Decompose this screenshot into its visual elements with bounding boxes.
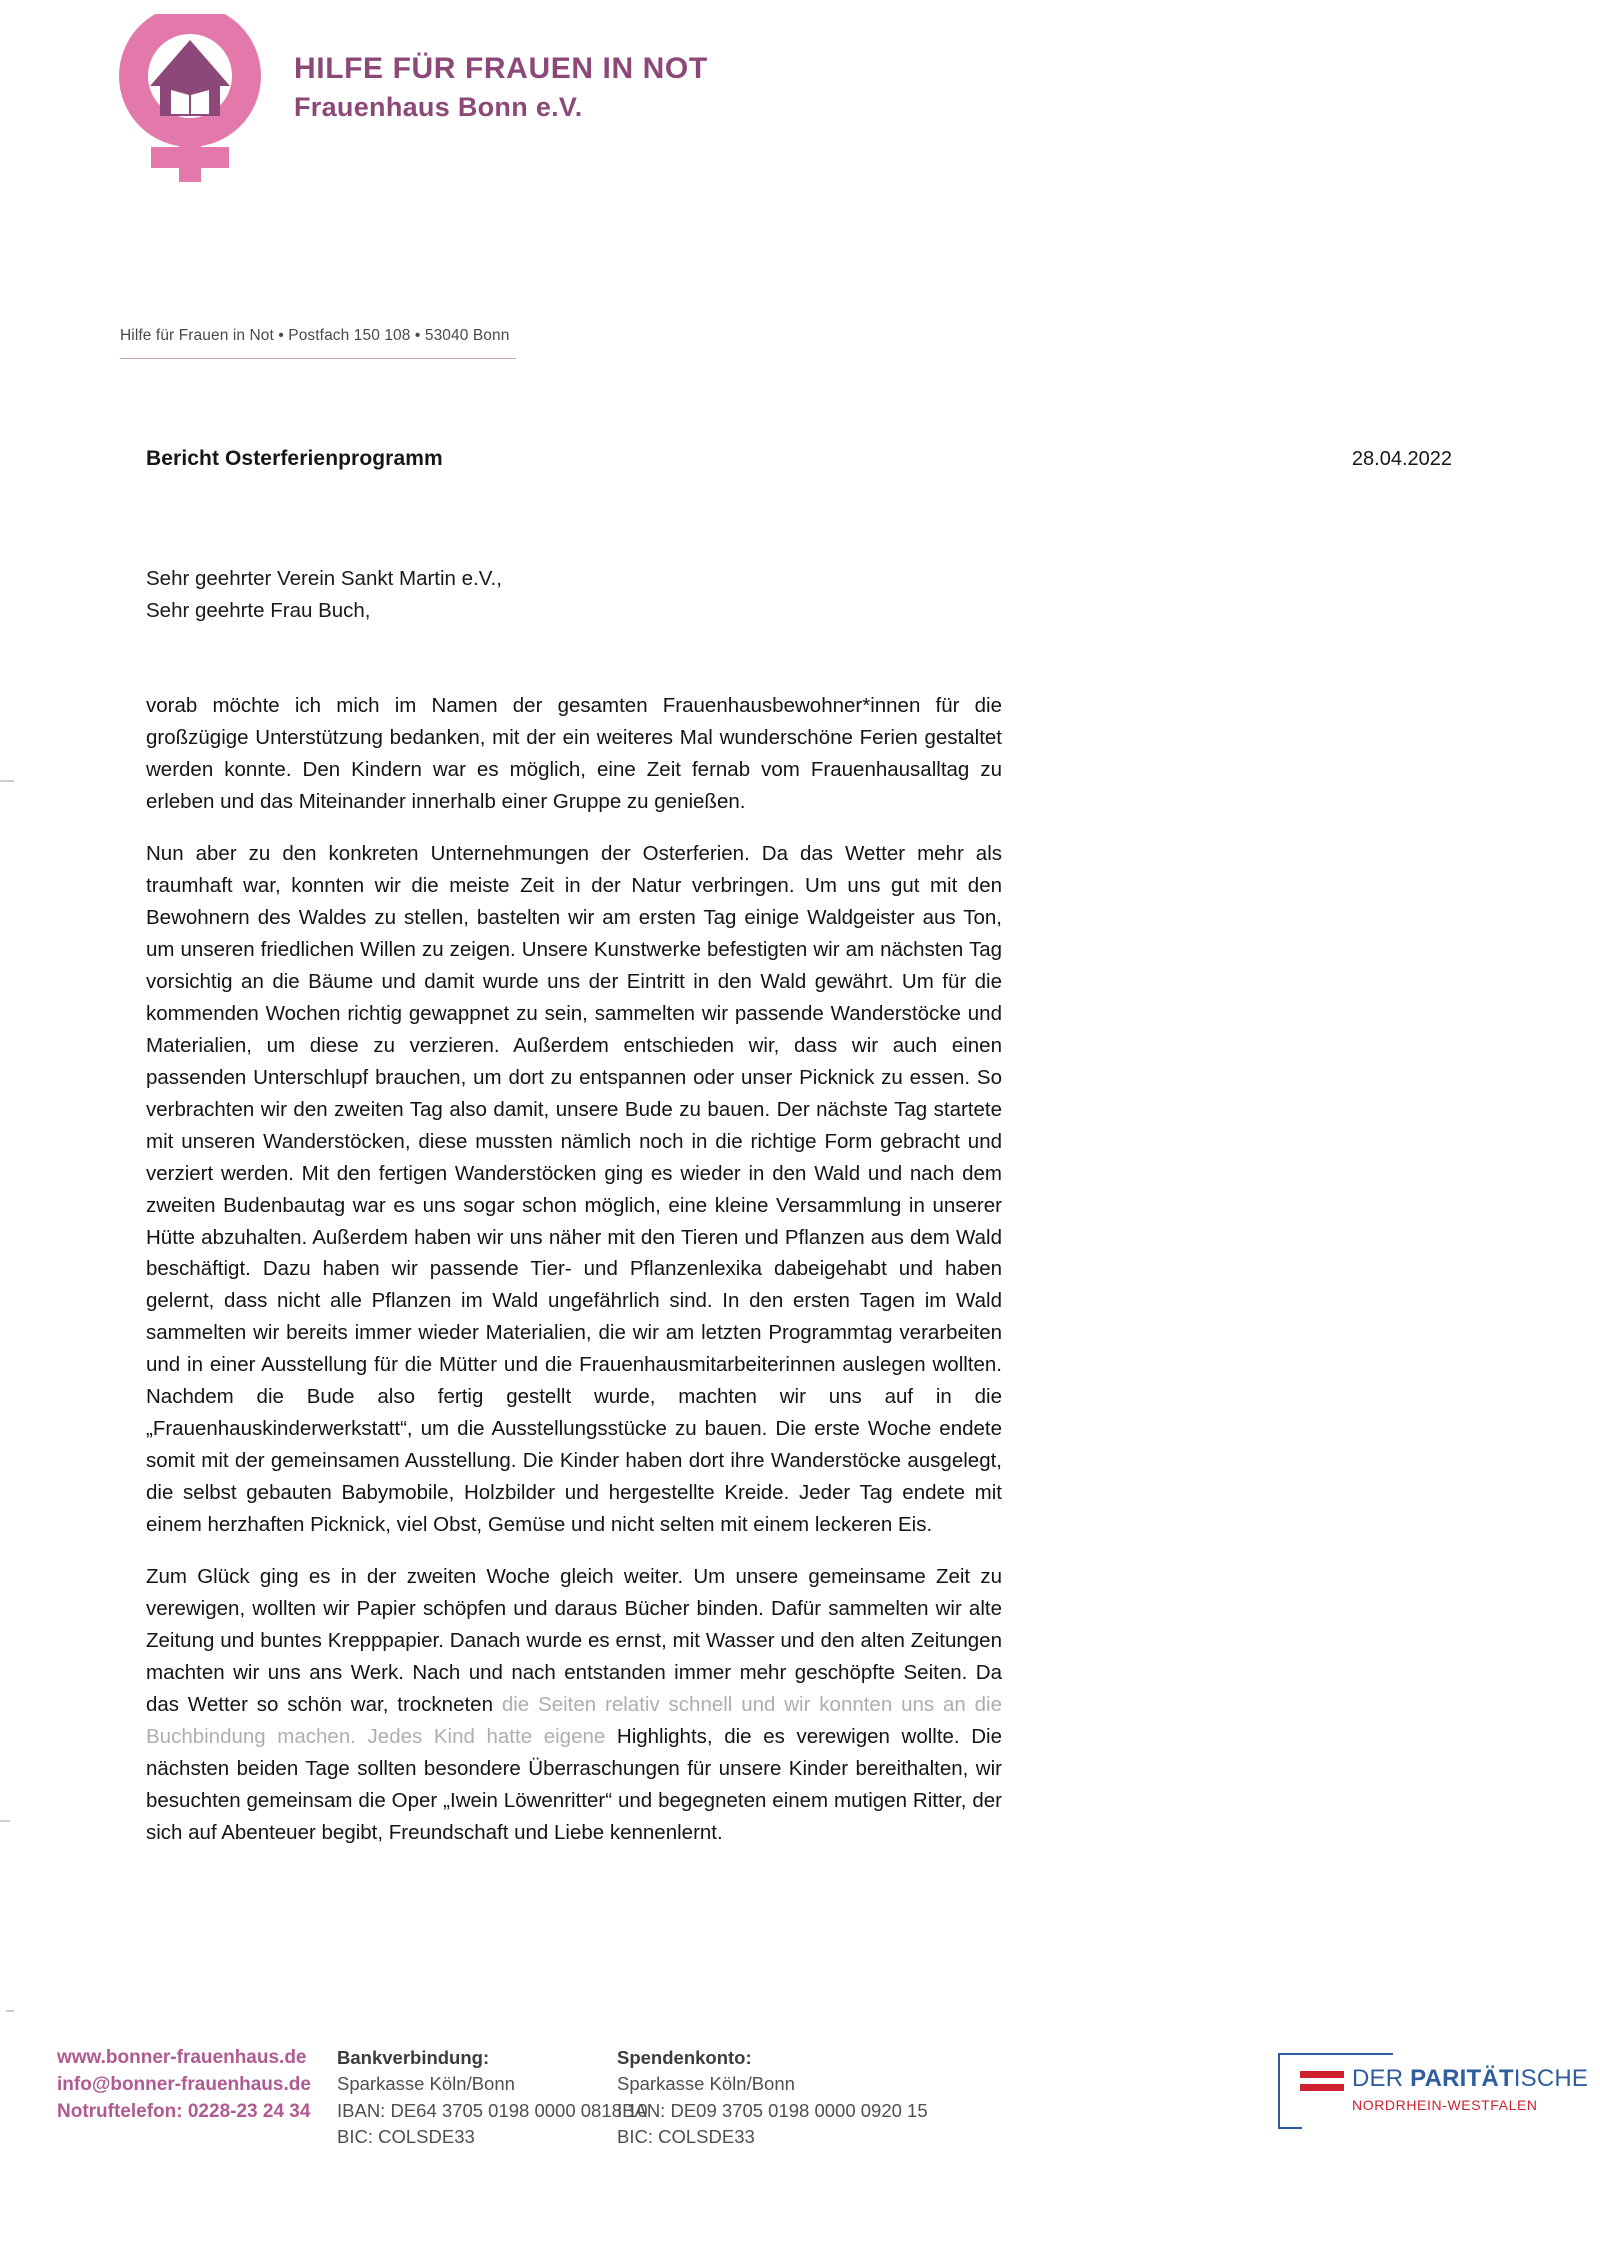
return-address-rule — [120, 358, 516, 359]
bank-iban: IBAN: DE64 3705 0198 0000 0818 10 — [337, 2099, 648, 2121]
footer-email[interactable]: info@bonner-frauenhaus.de — [57, 2073, 311, 2095]
paritaetische-name-bold: PARITÄT — [1410, 2065, 1514, 2092]
salutation-line-2: Sehr geehrte Frau Buch, — [146, 599, 371, 623]
body-paragraph-2: Nun aber zu den konkreten Unternehmungen der Osterferien. Da das Wetter mehr als traumhaft war, konnten wir die meiste Zeit in der Natur verbringen. Um uns gut mit den Bewohnern des Waldes zu stellen, bastelten wir am ersten Tag einige Waldgeister aus Ton, um unseren friedlichen Willen zu zeigen. Unsere Kunstwerke befestigten wir am nächsten Tag vorsichtig an die Bäume und damit wurde uns der Eintritt in den Wald gewährt. Um für die kommenden Wochen richtig gewappnet zu sein, sammelten wir passende Wanderstöcke und Materialien, um diese zu verzieren. Außerdem entschieden wir, dass wir auch einen passenden Unterschlupf brauchen, um dort zu entspannen oder unser Picknick zu essen. So verbrachten wir den zweiten Tag also damit, unsere Bude zu bauen. Der nächste Tag startete mit unseren Wanderstöcken, diese mussten nämlich noch in die richtige Form gebracht und verziert werden. Mit den fertigen Wanderstöcken ging es wieder in den Wald und nach dem zweiten Budenbautag war es uns sogar schon möglich, eine kleine Versammlung in unserer Hütte abzuhalten. Außerdem haben wir uns näher mit den Tieren und Pflanzen aus dem Wald beschäftigt. Dazu haben wir passende Tier- und Pflanzenlexika dabeigehabt und haben gelernt, dass nicht alle Pflanzen im Wald ungefährlich sind. In den ersten Tagen im Wald sammelten wir bereits immer wieder Materialien, die wir am letzten Programmtag verarbeiten und in einer Ausstellung für die Mütter und die Frauenhausmitarbeiterinnen auslegen wollten. Nachdem die Bude also fertig gestellt wurde, machten wir uns auf in die „Frauenhauskinderwerkstatt“, um die Ausstellungsstücke zu bauen. Die erste Woche endete somit mit der gemeinsamen Ausstellung. Die Kinder haben dort ihre Wanderstöcke ausgelegt, die selbst gebauten Babymobile, Holzbilder und hergestellte Kreide. Jeder Tag endete mit einem herzhaften Picknick, viel Obst, Gemüse und nicht selten mit einem leckeren Eis. — [146, 841, 1002, 1537]
salutation — [146, 563, 502, 628]
organization-name — [294, 51, 708, 147]
donation-institute: Sparkasse Köln/Bonn — [617, 2073, 795, 2095]
letter-subject: Bericht Osterferienprogramm — [146, 447, 443, 470]
scan-speckle — [0, 1820, 10, 1822]
donation-bic: BIC: COLSDE33 — [617, 2125, 755, 2147]
bank-bic: BIC: COLSDE33 — [337, 2125, 475, 2147]
letterhead — [118, 14, 708, 184]
donation-iban: IBAN: DE09 3705 0198 0000 0920 15 — [617, 2099, 928, 2121]
scan-speckle — [6, 2010, 14, 2012]
scan-speckle — [0, 780, 14, 782]
body-paragraph-3 — [146, 1561, 1002, 1849]
paritaetische-name-prefix: DER — [1352, 2065, 1411, 2092]
paritaetische-name-suffix: ISCHE — [1513, 2065, 1589, 2092]
bank-heading: Bankverbindung: — [337, 2047, 490, 2068]
body-paragraph-3-part-1: Zum Glück ging es in der zweiten Woche gleich weiter. Um unsere gemeinsame Zeit zu verewigen, wollten wir Papier schöpfen und daraus Bücher binden. Dafür sammelten wir alte Zeitung und buntes Krepppapier. Danach wurde es ernst, mit Wasser und den alten Zeitungen machten wir uns ans Werk. Nach und nach entstanden immer mehr geschöpfte Seiten. Da das Wetter so schön war, trockneten — [146, 1565, 1002, 1717]
venus-symbol-with-house-icon — [118, 14, 268, 184]
body-paragraph-3-part-2: Highlights, die es verewigen wollte. Die nächsten beiden Tage sollten besondere Überraschungen für unsere Kinder bereithalten, wir besuchten gemeinsam die Oper „Iwein Löwenritter“ und begegneten einem mutigen Ritter, der sich auf Abenteuer begibt, Freundschaft und Liebe kennenlernt. — [146, 1725, 1002, 1844]
letter-date: 28.04.2022 — [1351, 448, 1452, 470]
paritaetische-frame-top-icon — [1278, 2053, 1393, 2055]
paritaetische-bars-icon — [1300, 2071, 1344, 2097]
bank-institute: Sparkasse Köln/Bonn — [337, 2073, 515, 2095]
paritaetische-name — [1352, 2065, 1588, 2093]
org-name-line-2: Frauenhaus Bonn e.V. — [294, 92, 583, 123]
body-paragraph-3-faint-line: die Seiten relativ schnell und wir konnten uns an die Buchbindung machen. Jedes Kind hatte eigene — [146, 1693, 1002, 1749]
donation-heading: Spendenkonto: — [617, 2047, 752, 2068]
paritaetische-region: NORDRHEIN-WESTFALEN — [1352, 2097, 1538, 2113]
return-address: Hilfe für Frauen in Not • Postfach 150 108 • 53040 Bonn — [120, 327, 510, 344]
letter-body — [146, 690, 1002, 1849]
footer-bank-column — [337, 2045, 648, 2150]
paritaetische-frame-icon — [1278, 2053, 1302, 2129]
salutation-line-1: Sehr geehrter Verein Sankt Martin e.V., — [146, 567, 502, 590]
footer-emergency-phone: Notruftelefon: 0228-23 24 34 — [57, 2100, 311, 2122]
org-name-line-1: HILFE FÜR FRAUEN IN NOT — [294, 51, 708, 85]
footer-donation-column — [617, 2045, 928, 2150]
footer-website[interactable]: www.bonner-frauenhaus.de — [57, 2047, 307, 2068]
footer-contact-column — [57, 2045, 311, 2126]
letter-footer — [0, 2045, 1600, 2195]
body-paragraph-1: vorab möchte ich mich im Namen der gesamten Frauenhausbewohner*innen für die großzügige Unterstützung bedanken, mit der ein weiteres Mal wunderschöne Ferien gestaltet werden konnte. Den Kindern war es möglich, eine Zeit fernab vom Frauenhausalltag zu erleben und das Miteinander innerhalb einer Gruppe zu genießen. — [146, 694, 1002, 813]
paritaetische-logo — [1278, 2047, 1589, 2129]
